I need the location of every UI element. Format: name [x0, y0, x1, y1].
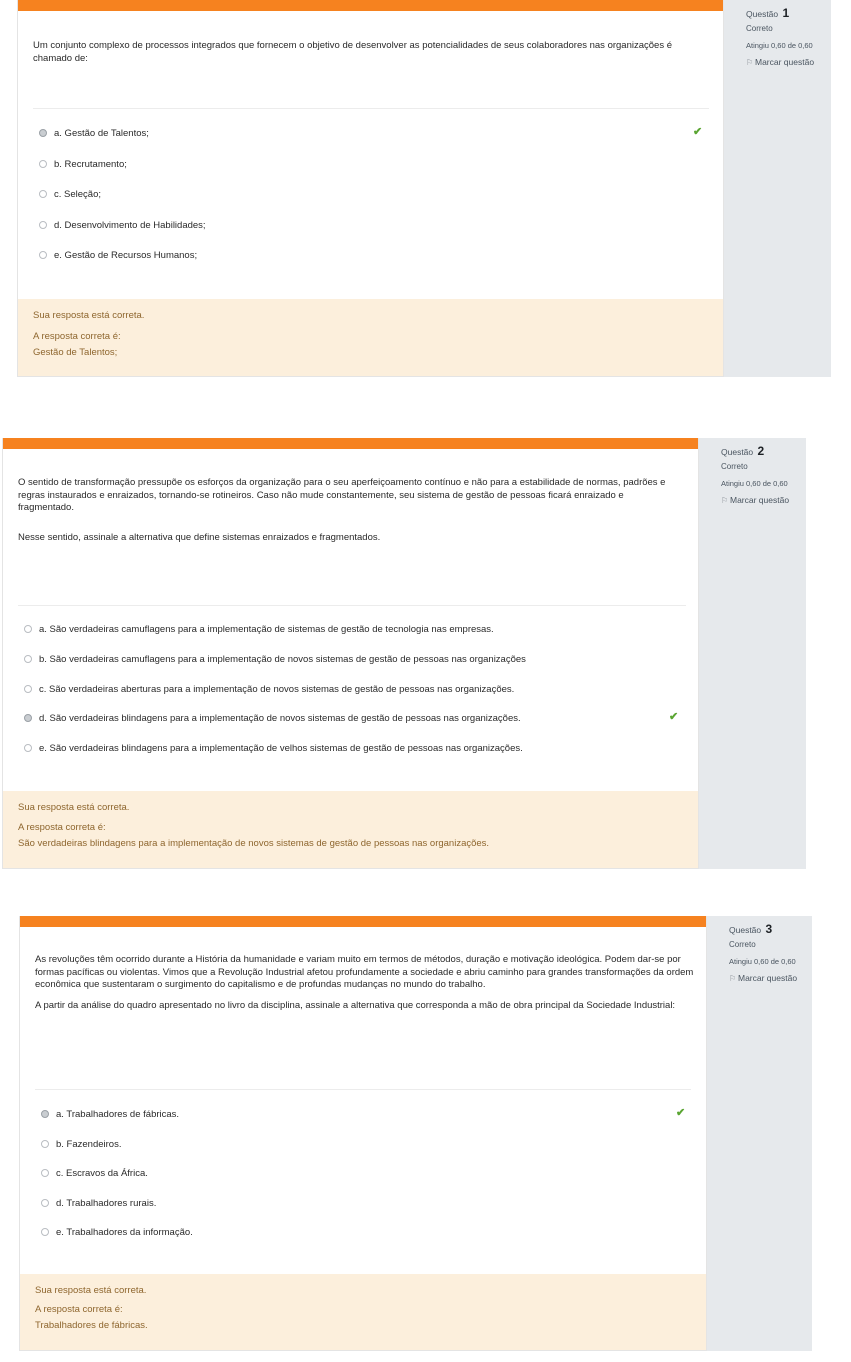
flag-question-link[interactable]: [729, 973, 812, 983]
question-number: Questão 2: [721, 444, 765, 458]
option-b[interactable]: [24, 652, 526, 666]
option-label: d. Trabalhadores rurais.: [56, 1197, 157, 1209]
option-e[interactable]: [39, 248, 197, 262]
feedback-box: [20, 1274, 706, 1350]
question-info: [699, 438, 806, 869]
flag-icon: ⚐: [721, 496, 729, 505]
flag-label: Marcar questão: [738, 973, 798, 983]
flag-label: Marcar questão: [755, 57, 815, 67]
option-label: b. Recrutamento;: [54, 158, 127, 170]
question-card: [17, 0, 724, 377]
option-label: c. Escravos da África.: [56, 1167, 148, 1179]
option-label: a. Trabalhadores de fábricas.: [56, 1108, 180, 1120]
option-d[interactable]: [39, 218, 206, 232]
question-number: Questão 1: [746, 6, 790, 20]
question-number: Questão 3: [729, 922, 773, 936]
question-header-bar: [20, 916, 706, 927]
question-text: [33, 40, 698, 65]
option-label: c. Seleção;: [54, 188, 101, 200]
question-grade: Atingiu 0,60 de 0,60: [746, 41, 813, 50]
option-label: b. Fazendeiros.: [56, 1138, 122, 1150]
option-a[interactable]: [41, 1107, 179, 1121]
question-state: Correto: [729, 940, 756, 949]
question-paragraph: As revoluções têm ocorrido durante a História da humanidade e variam muito em termos de métodos, duração e motivação ideológica. Podem dar-se por formas pacíficas ou violentas. Vimos que a Revolução Industrial afetou profundamente a sociedade e abriu caminho para grandes transformações da ordem econômica que sustentaram o surgimento do capitalismo e de profundas mudanças no mundo do trabalho.: [35, 954, 694, 990]
feedback-right-answer: São verdadeiras blindagens para a implementação de novos sistemas de gestão de pessoas nas organizações.: [18, 838, 490, 849]
option-label: b. São verdadeiras camuflagens para a implementação de novos sistemas de gestão de pessoas nas organizações: [39, 653, 526, 665]
radio-button[interactable]: [39, 160, 47, 168]
radio-button[interactable]: [24, 685, 32, 693]
question-3: [19, 916, 812, 1351]
divider: [35, 1089, 691, 1090]
question-info: [724, 0, 831, 377]
option-e[interactable]: [24, 741, 523, 755]
question-2: [2, 438, 806, 869]
radio-button[interactable]: [39, 190, 47, 198]
question-1: [17, 0, 831, 377]
radio-button[interactable]: [24, 655, 32, 663]
radio-button[interactable]: [41, 1169, 49, 1177]
flag-icon: ⚐: [729, 974, 737, 983]
radio-button[interactable]: [39, 221, 47, 229]
radio-button[interactable]: [24, 714, 32, 722]
option-c[interactable]: [41, 1166, 148, 1180]
option-label: a. Gestão de Talentos;: [54, 127, 149, 139]
divider: [33, 108, 709, 109]
option-d[interactable]: [24, 711, 521, 725]
feedback-right-label: A resposta correta é:: [35, 1304, 123, 1315]
radio-button[interactable]: [24, 744, 32, 752]
option-label: e. Trabalhadores da informação.: [56, 1226, 193, 1238]
option-a[interactable]: [39, 126, 149, 140]
option-b[interactable]: [39, 157, 127, 171]
option-c[interactable]: [39, 187, 101, 201]
feedback-right-label: A resposta correta é:: [18, 822, 106, 833]
feedback-right-label: A resposta correta é:: [33, 331, 121, 342]
radio-button[interactable]: [41, 1199, 49, 1207]
divider: [18, 605, 686, 606]
option-d[interactable]: [41, 1196, 156, 1210]
feedback-box: [3, 791, 698, 868]
check-icon: ✔: [676, 1107, 686, 1119]
question-info: [707, 916, 812, 1351]
option-label: d. São verdadeiras blindagens para a implementação de novos sistemas de gestão de pessoas nas organizações.: [39, 712, 521, 724]
question-text: [35, 954, 695, 1012]
question-card: [2, 438, 699, 869]
radio-button[interactable]: [41, 1228, 49, 1236]
question-grade: Atingiu 0,60 de 0,60: [721, 479, 788, 488]
question-grade: Atingiu 0,60 de 0,60: [729, 957, 796, 966]
question-state: Correto: [721, 462, 748, 471]
feedback-box: [18, 299, 723, 376]
flag-question-link[interactable]: [721, 495, 806, 505]
radio-button[interactable]: [41, 1110, 49, 1118]
question-paragraph: A partir da análise do quadro apresentado no livro da disciplina, assinale a alternativa que corresponda a mão de obra principal da Sociedade Industrial:: [35, 999, 676, 1011]
question-paragraph: O sentido de transformação pressupõe os esforços da organização para o seu aperfeiçoamento contínuo e não para a estabilidade de normas, padrões e regras instaurados e enraizados, tornando-se rotineiros. Caso não mude constantemente, seu sistema de gestão de pessoas ficará enraizado e fragmentado.: [18, 477, 666, 513]
radio-button[interactable]: [39, 129, 47, 137]
flag-label: Marcar questão: [730, 495, 790, 505]
option-c[interactable]: [24, 682, 514, 696]
flag-icon: ⚐: [746, 58, 754, 67]
option-a[interactable]: [24, 622, 494, 636]
option-label: d. Desenvolvimento de Habilidades;: [54, 219, 206, 231]
radio-button[interactable]: [24, 625, 32, 633]
question-header-bar: [18, 0, 723, 11]
option-label: e. Gestão de Recursos Humanos;: [54, 249, 198, 261]
feedback-status: Sua resposta está correta.: [33, 310, 145, 321]
check-icon: ✔: [693, 126, 703, 138]
radio-button[interactable]: [39, 251, 47, 259]
option-label: a. São verdadeiras camuflagens para a implementação de sistemas de gestão de tecnologia nas empresas.: [39, 623, 494, 635]
feedback-status: Sua resposta está correta.: [35, 1285, 147, 1296]
option-e[interactable]: [41, 1225, 193, 1239]
option-label: c. São verdadeiras aberturas para a implementação de novos sistemas de gestão de pessoas nas organizações.: [39, 683, 515, 695]
radio-button[interactable]: [41, 1140, 49, 1148]
check-icon: ✔: [669, 711, 679, 723]
flag-question-link[interactable]: [746, 57, 831, 67]
feedback-status: Sua resposta está correta.: [18, 802, 130, 813]
feedback-right-answer: Trabalhadores de fábricas.: [35, 1320, 148, 1331]
question-header-bar: [3, 438, 698, 449]
option-b[interactable]: [41, 1137, 121, 1151]
question-card: [19, 916, 707, 1351]
question-paragraph: Um conjunto complexo de processos integrados que fornecem o objetivo de desenvolver as potencialidades de seus colaboradores nas organizações é chamado de:: [33, 40, 673, 64]
question-state: Correto: [746, 24, 773, 33]
feedback-right-answer: Gestão de Talentos;: [33, 347, 118, 358]
option-label: e. São verdadeiras blindagens para a implementação de velhos sistemas de gestão de pessoas nas organizações.: [39, 742, 523, 754]
question-text: [18, 477, 668, 544]
question-paragraph: Nesse sentido, assinale a alternativa que define sistemas enraizados e fragmentados.: [18, 531, 381, 543]
